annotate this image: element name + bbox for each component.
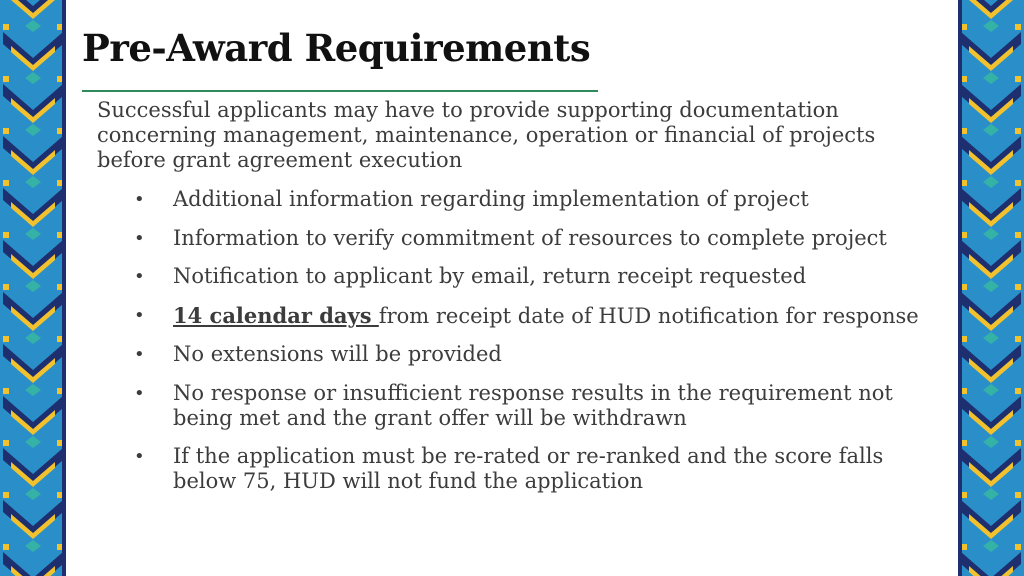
list-item-text: No response or insufficient response results in the requirement not being met and the grant offer will be withdrawn — [173, 381, 893, 430]
border-pattern-right — [958, 0, 1024, 576]
list-item-text — [173, 303, 943, 329]
intro-paragraph: Successful applicants may have to provide supporting documentation concerning management, maintenance, operation or financial of projects before grant agreement execution — [97, 98, 876, 172]
list-item-text: Information to verify commitment of resources to complete project — [173, 226, 887, 250]
bullet-marker: • — [134, 383, 145, 404]
deadline-text: from receipt date of HUD notification for response — [378, 304, 919, 328]
bullet-marker: • — [134, 228, 145, 249]
slide-title: Pre-Award Requirements — [82, 26, 591, 70]
list-item-text: If the application must be re-rated or re-ranked and the score falls below 75, HUD will not fund the application — [173, 444, 884, 493]
bullet-marker: • — [134, 266, 145, 287]
decorative-border-right — [958, 0, 1024, 576]
list-item-text: Notification to applicant by email, return receipt requested — [173, 264, 807, 288]
bullet-marker: • — [134, 446, 145, 467]
bullet-marker: • — [134, 344, 145, 365]
bullet-marker: • — [134, 305, 145, 326]
bullet-marker: • — [134, 189, 145, 210]
list-item-text: No extensions will be provided — [173, 342, 502, 366]
decorative-border-left — [0, 0, 66, 576]
border-pattern-left — [0, 0, 66, 576]
title-underline — [82, 90, 598, 92]
list-item-text: Additional information regarding implementation of project — [173, 187, 809, 211]
deadline-emphasis: 14 calendar days — [173, 303, 379, 328]
